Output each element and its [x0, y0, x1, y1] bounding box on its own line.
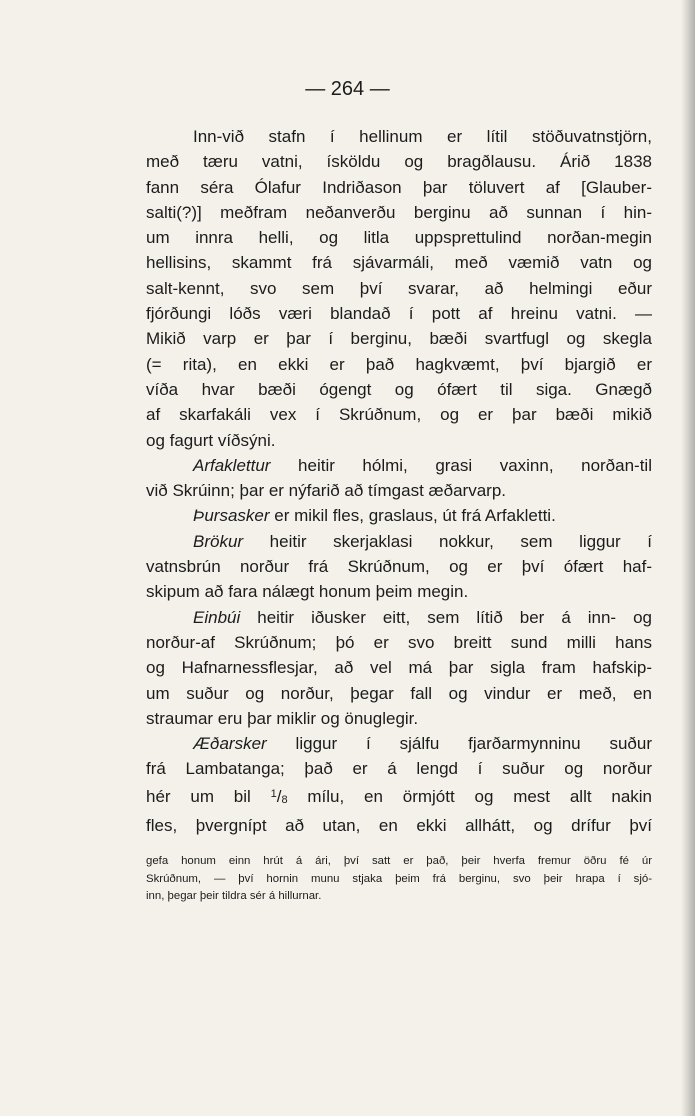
line-text: um innra helli, og litla uppsprettulind norðan-megin — [146, 228, 652, 248]
line-text: hér um bil — [146, 786, 251, 806]
line-text: hellisins, skammt frá sjávarmáli, með væmið vatn og — [146, 253, 652, 273]
line-text: salt-kennt, svo sem því svarar, að helmingi eður — [146, 278, 652, 298]
line-text: Mikið varp er þar í berginu, bæði svartfugl og skegla — [146, 329, 652, 349]
text-line — [146, 301, 652, 326]
line-text: liggur í sjálfu fjarðarmynninu suður — [266, 734, 652, 754]
text-line — [146, 813, 652, 838]
line-text: mílu, en örmjótt og mest allt nakin — [287, 786, 653, 806]
line-text: af skarfakáli vex í Skrúðnum, og er þar bæði mikið — [146, 405, 652, 425]
text-line — [146, 352, 652, 377]
line-text: Inn-við stafn í hellinum er lítil stöðuvatnstjörn, — [193, 127, 652, 146]
text-line — [146, 756, 652, 781]
line-text: við Skrúinn; þar er nýfarið að tímgast æðarvarp. — [146, 481, 506, 501]
line-text: með tæru vatni, ísköldu og bragðlausu. Árið 1838 — [146, 152, 652, 172]
line-text: um suður og norður, þegar fall og vindur er með, en — [146, 683, 652, 703]
line-text: salti(?)] meðfram neðanverðu berginu að sunnan í hin- — [146, 202, 652, 222]
text-line — [146, 377, 652, 402]
page-number: — 264 — — [305, 78, 390, 100]
line-text: heitir iðusker eitt, sem lítið ber á inn- og — [240, 607, 652, 627]
place-name: Einbúi — [193, 607, 241, 627]
fraction-denominator: 8 — [281, 793, 288, 806]
line-text: fles, þvergnípt að utan, en ekki allhátt, og drífur því — [146, 816, 652, 836]
line-text: (= rita), en ekki er það hagkvæmt, því bjargið er — [146, 354, 652, 374]
fraction: $^1/_8$ — [270, 786, 288, 806]
text-line — [146, 554, 652, 579]
footnote-line: Skrúðnum, — því hornin munu stjaka þeim frá berginu, svo þeir hrapa í sjó- — [146, 872, 652, 885]
body-text — [146, 124, 652, 838]
text-line — [146, 250, 652, 275]
line-text: fjórðungi lóðs væri blandað í pott af hreinu vatni. — — [146, 304, 652, 324]
footnote-line: gefa honum einn hrút á ári, því satt er það, þeir hverfa fremur öðru fé úr — [146, 855, 652, 867]
footnote-line: inn, þegar þeir tildra sér á hillurnar. — [146, 890, 322, 903]
line-text: fann séra Ólafur Indriðason þar töluvert af [Glauber- — [146, 177, 652, 197]
text-line — [146, 326, 652, 351]
place-name: Brökur — [193, 531, 244, 551]
text-line — [146, 225, 652, 250]
text-line — [146, 428, 652, 453]
line-text: straumar eru þar miklir og önuglegir. — [146, 708, 419, 728]
text-line — [146, 149, 652, 174]
text-line — [146, 579, 652, 604]
text-line — [146, 782, 652, 813]
line-text: skipum að fara nálægt honum þeim megin. — [146, 582, 469, 602]
line-text: og Hafnarnessflesjar, að vel má þar sigla fram hafskip- — [146, 658, 652, 678]
text-line — [146, 453, 652, 478]
footnote — [146, 853, 652, 906]
text-line — [146, 124, 652, 149]
fraction-numerator: 1 — [270, 787, 277, 800]
place-name: Þursasker — [193, 506, 270, 526]
page-edge-shadow — [681, 0, 695, 1116]
line-text: víða hvar bæði ógengt og ófært til siga. Gnægð — [146, 379, 652, 399]
text-line — [146, 402, 652, 427]
line-text: vatnsbrún norður frá Skrúðnum, og er því ófært haf- — [146, 557, 652, 577]
text-line — [146, 706, 652, 731]
text-line — [146, 655, 652, 680]
text-line — [146, 529, 652, 554]
text-line — [146, 175, 652, 200]
text-line — [146, 276, 652, 301]
line-text: og fagurt víðsýni. — [146, 430, 276, 450]
text-line — [146, 478, 652, 503]
text-line — [146, 681, 652, 706]
text-line — [146, 731, 652, 756]
line-text: heitir skerjaklasi nokkur, sem liggur í — [243, 531, 652, 551]
text-line — [146, 503, 652, 528]
place-name: Arfaklettur — [193, 455, 271, 475]
text-line — [146, 605, 652, 630]
text-line — [146, 630, 652, 655]
line-text: er mikil fles, graslaus, út frá Arfakletti. — [269, 506, 556, 526]
line-text: frá Lambatanga; það er á lengd í suður og norður — [146, 759, 652, 779]
text-line — [146, 200, 652, 225]
line-text: norður-af Skrúðnum; þó er svo breitt sund milli hans — [146, 632, 652, 652]
place-name: Æðarsker — [193, 734, 267, 754]
line-text: heitir hólmi, grasi vaxinn, norðan-til — [270, 455, 652, 475]
